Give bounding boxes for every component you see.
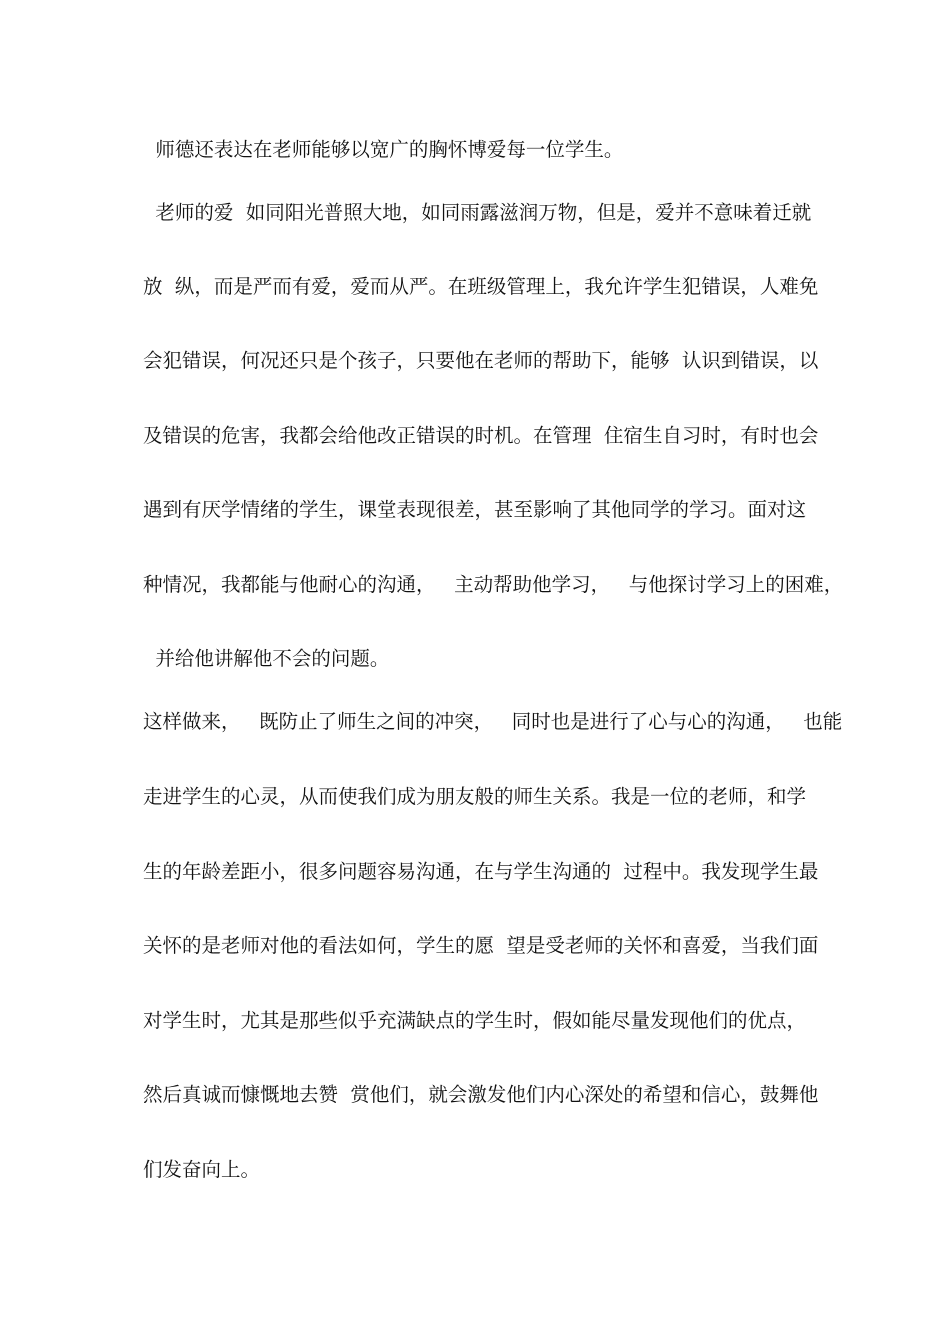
text-line-7: 种情况，我都能与他耐心的沟通， 主动帮助他学习， 与他探讨学习上的困难， <box>143 573 844 596</box>
text-line-1: 师德还表达在老师能够以宽广的胸怀博爱每一位学生。 <box>143 138 624 161</box>
text-line-8: 并给他讲解他不会的问题。 <box>143 647 390 670</box>
text-line-2: 老师的爱 如同阳光普照大地，如同雨露滋润万物，但是，爱并不意味着迁就 <box>143 201 812 224</box>
text-line-13: 对学生时，尤其是那些似乎充满缺点的学生时，假如能尽量发现他们的优点， <box>143 1009 807 1032</box>
text-line-10: 走进学生的心灵，从而使我们成为朋友般的师生关系。我是一位的老师，和学 <box>143 785 807 808</box>
text-line-9: 这样做来， 既防止了师生之间的冲突， 同时也是进行了心与心的沟通， 也能 <box>143 710 843 733</box>
text-line-4: 会犯错误，何况还只是个孩子，只要他在老师的帮助下，能够 认识到错误，以 <box>143 349 819 372</box>
text-line-5: 及错误的危害，我都会给他改正错误的时机。在管理 住宿生自习时，有时也会 <box>143 424 819 447</box>
text-line-12: 关怀的是老师对他的看法如何，学生的愿 望是受老师的关怀和喜爱，当我们面 <box>143 934 819 957</box>
text-line-14: 然后真诚而慷慨地去赞 赏他们，就会激发他们内心深处的希望和信心，鼓舞他 <box>143 1083 819 1106</box>
text-line-11: 生的年龄差距小，很多问题容易沟通，在与学生沟通的 过程中。我发现学生最 <box>143 860 819 883</box>
text-line-15: 们发奋向上。 <box>143 1158 261 1181</box>
text-line-6: 遇到有厌学情绪的学生，课堂表现很差，甚至影响了其他同学的学习。面对这 <box>143 498 807 521</box>
text-line-3: 放 纵，而是严而有爱，爱而从严。在班级管理上，我允许学生犯错误，人难免 <box>143 275 819 298</box>
